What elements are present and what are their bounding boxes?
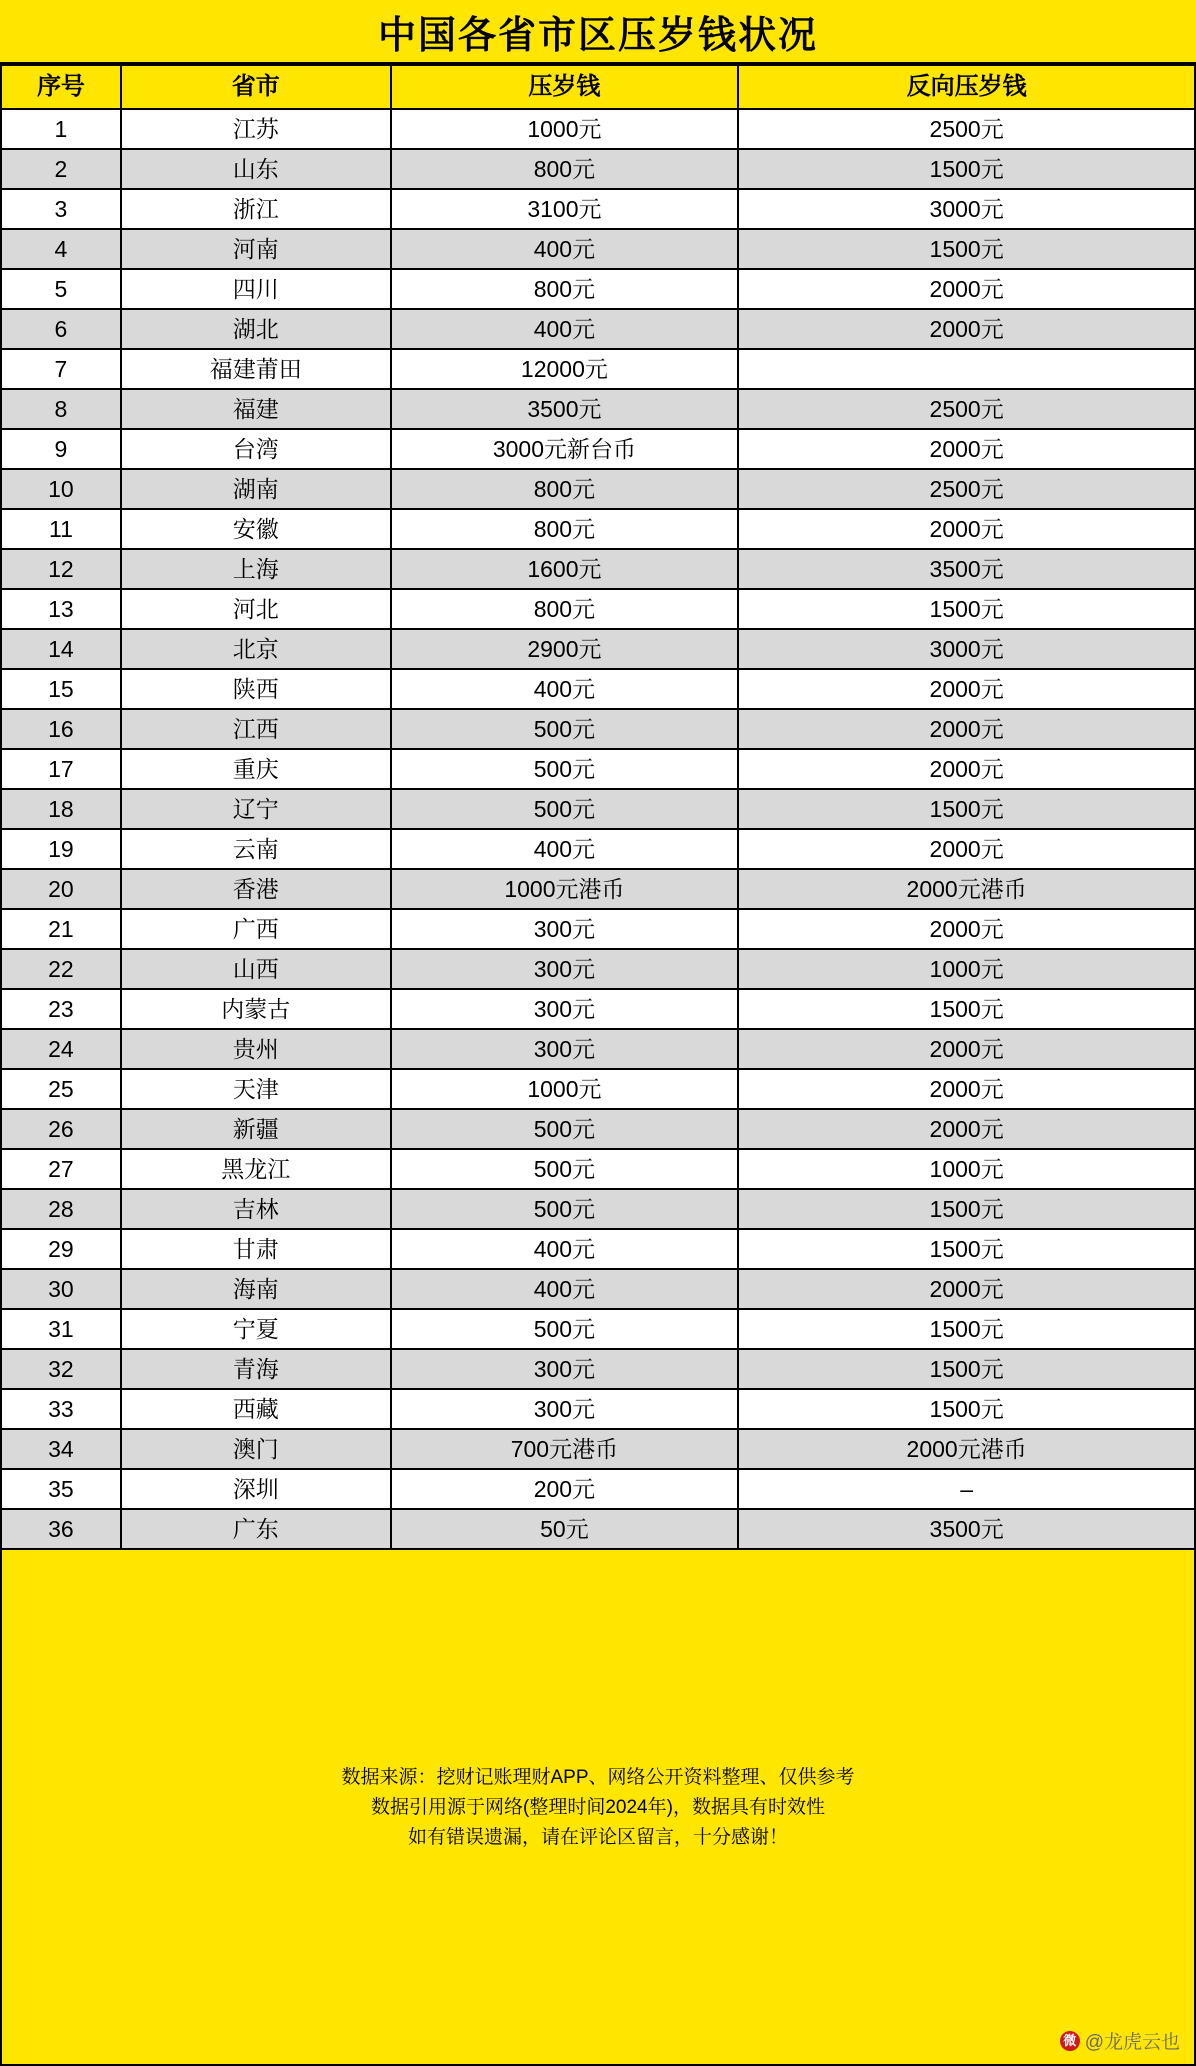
table-row [1, 1469, 1195, 1509]
table-row [1, 109, 1195, 149]
cell-province: 深圳 [121, 1469, 391, 1509]
table-row [1, 189, 1195, 229]
cell-province: 台湾 [121, 429, 391, 469]
cell-province: 青海 [121, 1349, 391, 1389]
table-row [1, 789, 1195, 829]
cell-index: 32 [1, 1349, 121, 1389]
cell-lucky-money: 3100元 [391, 189, 739, 229]
cell-index: 31 [1, 1309, 121, 1349]
cell-reverse-lucky-money: 1500元 [738, 989, 1195, 1029]
cell-lucky-money: 500元 [391, 1309, 739, 1349]
cell-index: 25 [1, 1069, 121, 1109]
cell-index: 29 [1, 1229, 121, 1269]
table-row [1, 629, 1195, 669]
cell-reverse-lucky-money: 1500元 [738, 1349, 1195, 1389]
cell-index: 11 [1, 509, 121, 549]
cell-index: 21 [1, 909, 121, 949]
cell-reverse-lucky-money: 1500元 [738, 789, 1195, 829]
table-row [1, 1029, 1195, 1069]
cell-province: 香港 [121, 869, 391, 909]
cell-reverse-lucky-money: 1500元 [738, 229, 1195, 269]
footer-note [0, 1550, 1196, 2066]
cell-reverse-lucky-money: 2000元 [738, 429, 1195, 469]
table-row [1, 669, 1195, 709]
table-row [1, 509, 1195, 549]
cell-reverse-lucky-money: 2000元 [738, 309, 1195, 349]
cell-reverse-lucky-money: 2000元 [738, 509, 1195, 549]
cell-province: 贵州 [121, 1029, 391, 1069]
column-header-lucky-money: 压岁钱 [391, 65, 739, 109]
cell-index: 4 [1, 229, 121, 269]
cell-index: 24 [1, 1029, 121, 1069]
cell-province: 新疆 [121, 1109, 391, 1149]
cell-index: 18 [1, 789, 121, 829]
watermark-label: @龙虎云也 [1084, 2032, 1180, 2053]
column-header-province: 省市 [121, 65, 391, 109]
cell-index: 17 [1, 749, 121, 789]
cell-reverse-lucky-money: 2000元 [738, 709, 1195, 749]
table-row [1, 989, 1195, 1029]
cell-province: 山东 [121, 149, 391, 189]
cell-reverse-lucky-money: 1500元 [738, 1389, 1195, 1429]
cell-province: 江西 [121, 709, 391, 749]
table-row [1, 469, 1195, 509]
cell-reverse-lucky-money: 2500元 [738, 469, 1195, 509]
cell-reverse-lucky-money: 2000元 [738, 1029, 1195, 1069]
table-row [1, 1229, 1195, 1269]
cell-lucky-money: 400元 [391, 1229, 739, 1269]
cell-index: 1 [1, 109, 121, 149]
cell-province: 广西 [121, 909, 391, 949]
weibo-icon: 微 [1060, 2031, 1080, 2051]
cell-index: 6 [1, 309, 121, 349]
footer-line-source: 数据来源：挖财记账理财APP、网络公开资料整理、仅供参考 [341, 1767, 855, 1788]
table-row [1, 229, 1195, 269]
cell-province: 北京 [121, 629, 391, 669]
cell-province: 河南 [121, 229, 391, 269]
footer-line-feedback: 如有错误遗漏，请在评论区留言，十分感谢！ [407, 1827, 788, 1848]
column-header-index: 序号 [1, 65, 121, 109]
cell-reverse-lucky-money: 2000元 [738, 829, 1195, 869]
cell-lucky-money: 300元 [391, 989, 739, 1029]
cell-lucky-money: 300元 [391, 909, 739, 949]
cell-reverse-lucky-money: 3500元 [738, 549, 1195, 589]
cell-province: 四川 [121, 269, 391, 309]
cell-index: 30 [1, 1269, 121, 1309]
cell-reverse-lucky-money: 2000元 [738, 1109, 1195, 1149]
cell-reverse-lucky-money: 3500元 [738, 1509, 1195, 1549]
cell-lucky-money: 800元 [391, 469, 739, 509]
cell-index: 10 [1, 469, 121, 509]
cell-lucky-money: 800元 [391, 269, 739, 309]
cell-province: 天津 [121, 1069, 391, 1109]
cell-reverse-lucky-money: 3000元 [738, 189, 1195, 229]
cell-lucky-money: 400元 [391, 1269, 739, 1309]
table-row [1, 829, 1195, 869]
table-row [1, 149, 1195, 189]
cell-lucky-money: 500元 [391, 749, 739, 789]
page-title: 中国各省市区压岁钱状况 [377, 14, 818, 57]
cell-reverse-lucky-money: 1000元 [738, 949, 1195, 989]
cell-province: 陕西 [121, 669, 391, 709]
table-row [1, 429, 1195, 469]
cell-lucky-money: 2900元 [391, 629, 739, 669]
cell-reverse-lucky-money: 2500元 [738, 389, 1195, 429]
cell-province: 山西 [121, 949, 391, 989]
table-header [1, 65, 1195, 109]
cell-province: 西藏 [121, 1389, 391, 1429]
cell-lucky-money: 400元 [391, 229, 739, 269]
cell-lucky-money: 3000元新台币 [391, 429, 739, 469]
cell-lucky-money: 500元 [391, 1109, 739, 1149]
cell-province: 上海 [121, 549, 391, 589]
cell-index: 28 [1, 1189, 121, 1229]
table-row [1, 909, 1195, 949]
cell-lucky-money: 50元 [391, 1509, 739, 1549]
cell-lucky-money: 300元 [391, 1029, 739, 1069]
cell-lucky-money: 300元 [391, 1349, 739, 1389]
table-row [1, 349, 1195, 389]
table-row [1, 1309, 1195, 1349]
cell-lucky-money: 1000元港币 [391, 869, 739, 909]
cell-lucky-money: 700元港币 [391, 1429, 739, 1469]
cell-index: 5 [1, 269, 121, 309]
table-row [1, 589, 1195, 629]
cell-reverse-lucky-money: 1500元 [738, 149, 1195, 189]
cell-lucky-money: 500元 [391, 1149, 739, 1189]
cell-index: 16 [1, 709, 121, 749]
cell-lucky-money: 300元 [391, 949, 739, 989]
cell-lucky-money: 1600元 [391, 549, 739, 589]
cell-province: 广东 [121, 1509, 391, 1549]
cell-index: 36 [1, 1509, 121, 1549]
cell-lucky-money: 1000元 [391, 109, 739, 149]
cell-province: 云南 [121, 829, 391, 869]
cell-province: 甘肃 [121, 1229, 391, 1269]
title-bar [0, 0, 1196, 64]
cell-province: 黑龙江 [121, 1149, 391, 1189]
table-row [1, 1509, 1195, 1549]
table-row [1, 749, 1195, 789]
cell-province: 辽宁 [121, 789, 391, 829]
cell-province: 重庆 [121, 749, 391, 789]
cell-index: 13 [1, 589, 121, 629]
table-row [1, 1189, 1195, 1229]
cell-province: 河北 [121, 589, 391, 629]
cell-reverse-lucky-money: 2000元 [738, 669, 1195, 709]
cell-reverse-lucky-money: 2000元 [738, 1269, 1195, 1309]
cell-index: 9 [1, 429, 121, 469]
cell-province: 宁夏 [121, 1309, 391, 1349]
cell-index: 15 [1, 669, 121, 709]
cell-lucky-money: 1000元 [391, 1069, 739, 1109]
cell-reverse-lucky-money: – [738, 1469, 1195, 1509]
table-row [1, 1069, 1195, 1109]
cell-lucky-money: 400元 [391, 829, 739, 869]
cell-province: 浙江 [121, 189, 391, 229]
cell-province: 湖北 [121, 309, 391, 349]
cell-province: 湖南 [121, 469, 391, 509]
data-table [0, 64, 1196, 1550]
cell-province: 海南 [121, 1269, 391, 1309]
table-row [1, 1389, 1195, 1429]
cell-lucky-money: 500元 [391, 709, 739, 749]
cell-province: 江苏 [121, 109, 391, 149]
cell-index: 19 [1, 829, 121, 869]
cell-index: 26 [1, 1109, 121, 1149]
table-row [1, 869, 1195, 909]
table-row [1, 1149, 1195, 1189]
table-row [1, 1109, 1195, 1149]
cell-reverse-lucky-money: 2000元 [738, 749, 1195, 789]
cell-reverse-lucky-money: 2000元港币 [738, 869, 1195, 909]
cell-reverse-lucky-money: 1500元 [738, 589, 1195, 629]
cell-index: 35 [1, 1469, 121, 1509]
cell-index: 12 [1, 549, 121, 589]
table-row [1, 709, 1195, 749]
cell-province: 福建 [121, 389, 391, 429]
cell-lucky-money: 800元 [391, 149, 739, 189]
cell-province: 吉林 [121, 1189, 391, 1229]
cell-index: 27 [1, 1149, 121, 1189]
cell-lucky-money: 400元 [391, 309, 739, 349]
cell-reverse-lucky-money: 1500元 [738, 1189, 1195, 1229]
cell-province: 福建莆田 [121, 349, 391, 389]
footer-line-reference: 数据引用源于网络(整理时间2024年)，数据具有时效性 [371, 1797, 825, 1818]
cell-lucky-money: 300元 [391, 1389, 739, 1429]
cell-province: 内蒙古 [121, 989, 391, 1029]
cell-reverse-lucky-money: 3000元 [738, 629, 1195, 669]
column-header-reverse-lucky-money: 反向压岁钱 [738, 65, 1195, 109]
table-row [1, 1349, 1195, 1389]
cell-index: 22 [1, 949, 121, 989]
cell-index: 23 [1, 989, 121, 1029]
cell-reverse-lucky-money: 1000元 [738, 1149, 1195, 1189]
cell-reverse-lucky-money: 2500元 [738, 109, 1195, 149]
cell-reverse-lucky-money: 1500元 [738, 1229, 1195, 1269]
cell-lucky-money: 400元 [391, 669, 739, 709]
table-row [1, 549, 1195, 589]
cell-index: 3 [1, 189, 121, 229]
cell-index: 33 [1, 1389, 121, 1429]
cell-reverse-lucky-money [738, 349, 1195, 389]
cell-index: 14 [1, 629, 121, 669]
watermark [1060, 2027, 1180, 2054]
cell-lucky-money: 500元 [391, 1189, 739, 1229]
cell-lucky-money: 200元 [391, 1469, 739, 1509]
cell-index: 2 [1, 149, 121, 189]
table-header-row [1, 65, 1195, 109]
cell-reverse-lucky-money: 1500元 [738, 1309, 1195, 1349]
cell-reverse-lucky-money: 2000元 [738, 909, 1195, 949]
table-row [1, 389, 1195, 429]
cell-province: 安徽 [121, 509, 391, 549]
cell-index: 7 [1, 349, 121, 389]
cell-lucky-money: 500元 [391, 789, 739, 829]
cell-reverse-lucky-money: 2000元 [738, 1069, 1195, 1109]
cell-index: 34 [1, 1429, 121, 1469]
table-row [1, 1269, 1195, 1309]
cell-index: 20 [1, 869, 121, 909]
table-body [1, 109, 1195, 1549]
cell-lucky-money: 3500元 [391, 389, 739, 429]
cell-index: 8 [1, 389, 121, 429]
cell-reverse-lucky-money: 2000元港币 [738, 1429, 1195, 1469]
table-row [1, 269, 1195, 309]
cell-reverse-lucky-money: 2000元 [738, 269, 1195, 309]
cell-lucky-money: 800元 [391, 589, 739, 629]
table-row [1, 309, 1195, 349]
cell-province: 澳门 [121, 1429, 391, 1469]
table-row [1, 1429, 1195, 1469]
table-row [1, 949, 1195, 989]
cell-lucky-money: 800元 [391, 509, 739, 549]
cell-lucky-money: 12000元 [391, 349, 739, 389]
